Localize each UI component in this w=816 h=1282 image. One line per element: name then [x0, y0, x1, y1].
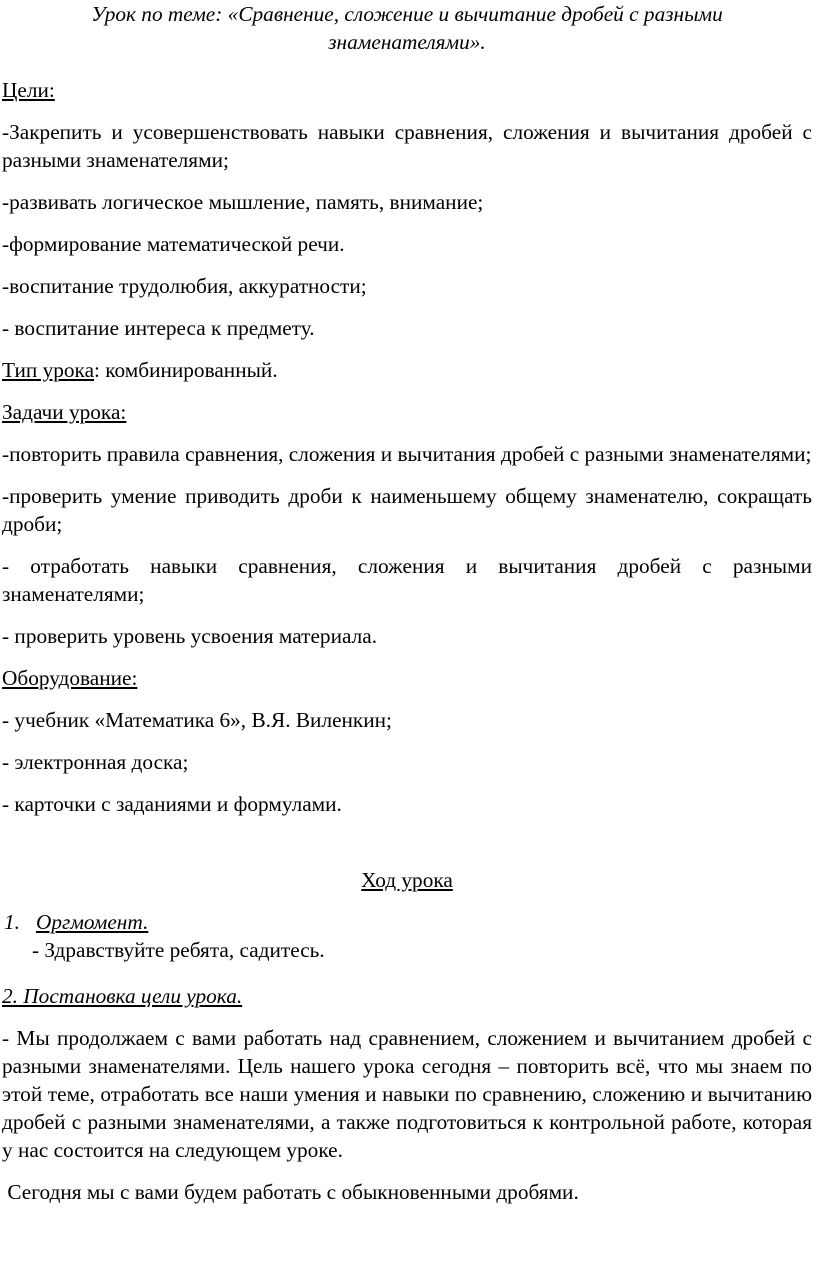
- step-1-text: - Здравствуйте ребята, садитесь.: [32, 938, 325, 962]
- goal-item-4: -воспитание трудолюбия, аккуратности;: [2, 274, 367, 298]
- tasks-heading: [2, 398, 812, 426]
- step-2-title-text: 2. Постановка цели урока.: [2, 984, 243, 1008]
- goal-item-2: -развивать логическое мышление, память, внимание;: [2, 190, 484, 214]
- task-item-3: - отработать навыки сравнения, сложения и вычитания дробей с разными знаменателями;: [2, 554, 812, 606]
- lesson-type-label: Тип урока: [2, 358, 95, 382]
- goal-item-1: -Закрепить и усовершенствовать навыки сравнения, сложения и вычитания дробей с разными знаменателями;: [2, 120, 812, 172]
- goals-heading: [2, 76, 812, 104]
- step-2-paragraph: - Мы продолжаем с вами работать над сравнением, сложением и вычитанием дробей с разными знаменателями. Цель нашего урока сегодня – повторить всё, что мы знаем по этой теме, отработать все наши умения и навыки по сравнению, сложению и вычитанию дробей с разными знаменателями, а также подготовиться к контрольной работе, которая у нас состоится на следующем уроке.: [2, 1026, 812, 1162]
- task-item-2: -проверить умение приводить дроби к наименьшему общему знаменателю, сокращать дроби;: [2, 484, 812, 536]
- tasks-heading-text: Задачи урока:: [2, 400, 127, 424]
- equipment-heading-text: Оборудование:: [2, 666, 138, 690]
- step-1-title: [2, 908, 812, 936]
- task-item-1: -повторить правила сравнения, сложения и вычитания дробей с разными знаменателями;: [2, 442, 812, 466]
- equipment-item-1: - учебник «Математика 6», В.Я. Виленкин;: [2, 708, 392, 732]
- step-1-number: 1.: [4, 910, 20, 934]
- step-1-title-text: Оргмомент.: [36, 910, 149, 934]
- task-item-4: - проверить уровень усвоения материала.: [2, 624, 378, 648]
- goal-item-5: - воспитание интереса к предмету.: [2, 316, 315, 340]
- equipment-item-3: - карточки с заданиями и формулами.: [2, 792, 342, 816]
- lesson-type-line: [2, 356, 812, 384]
- equipment-item-2: - электронная доска;: [2, 750, 189, 774]
- lesson-title: Урок по теме: «Сравнение, сложение и вычитание дробей с разными знаменателями».: [91, 2, 723, 54]
- course-heading: [2, 866, 812, 894]
- course-heading-text: Ход урока: [361, 868, 453, 892]
- lesson-type-value: : комбинированный.: [94, 358, 278, 382]
- goal-item-3: -формирование математической речи.: [2, 232, 345, 256]
- step-2-title: [2, 982, 812, 1010]
- goals-heading-text: Цели:: [2, 78, 55, 102]
- step-2-closing: Сегодня мы с вами будем работать с обыкновенными дробями.: [2, 1180, 579, 1204]
- equipment-heading: [2, 664, 812, 692]
